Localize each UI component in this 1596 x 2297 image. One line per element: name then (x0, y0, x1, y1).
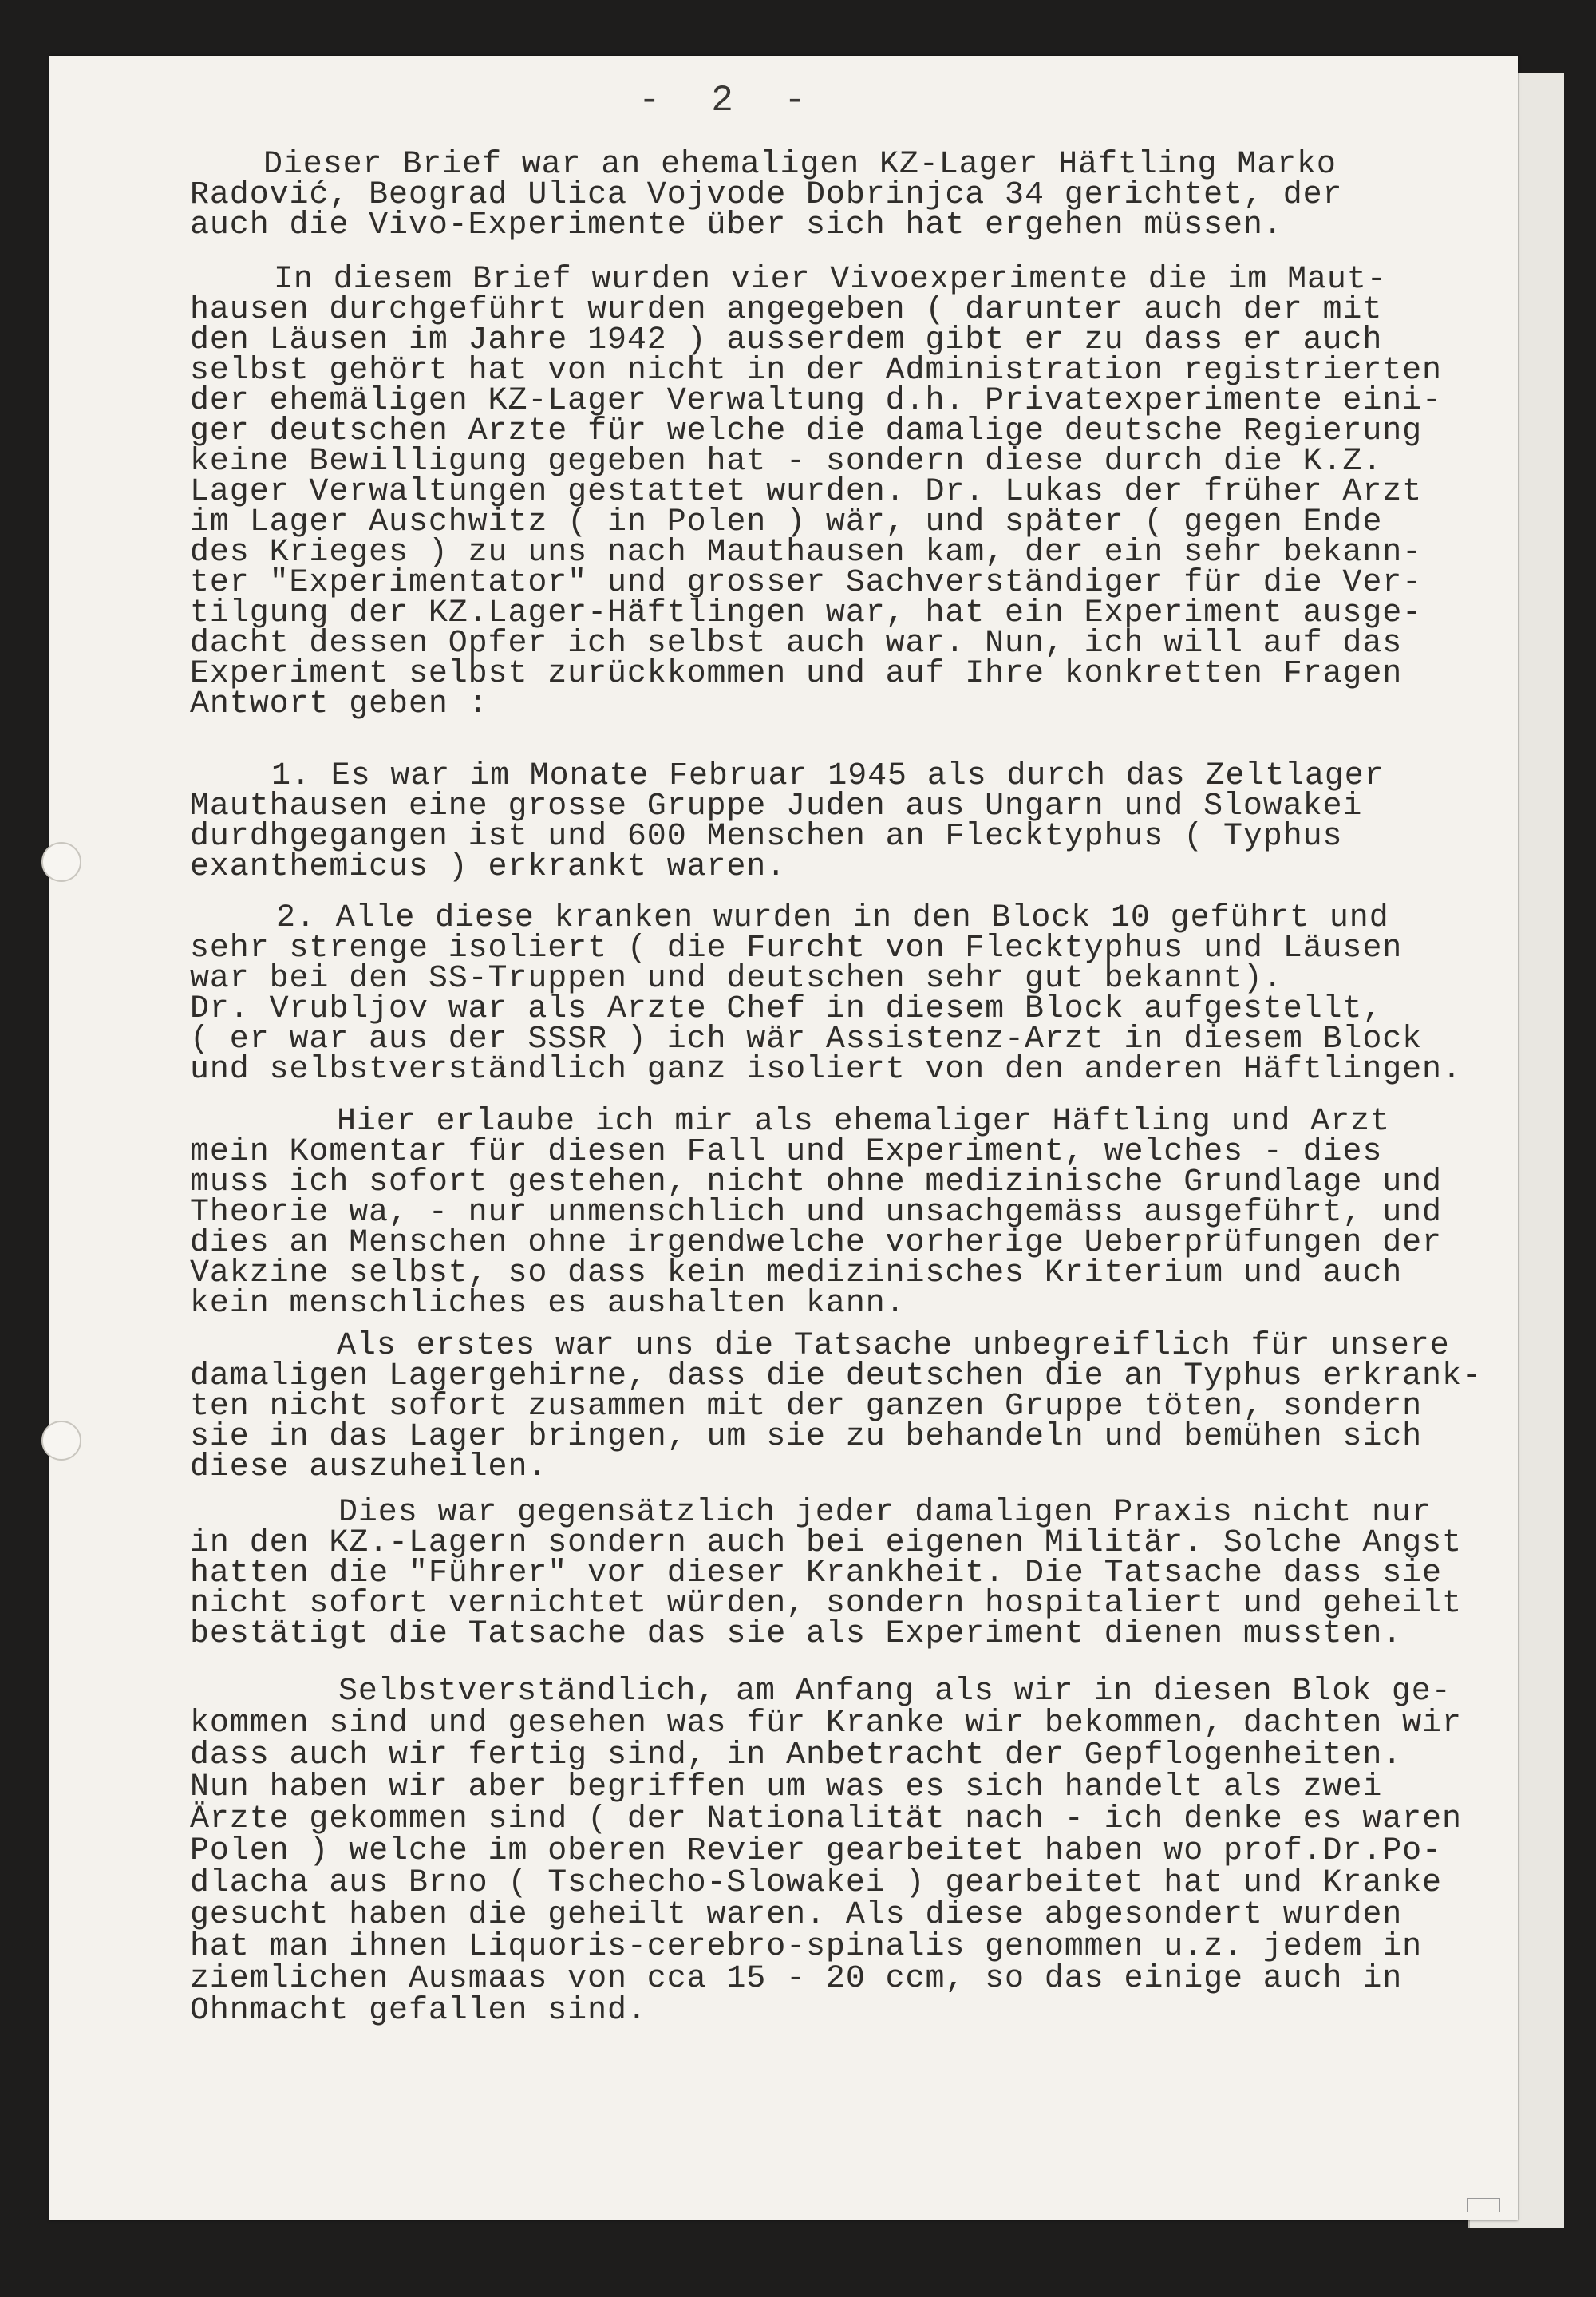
text-line: Radović, Beograd Ulica Vojvode Dobrinjca 34 gerichtet, der (190, 177, 1343, 213)
text-line: ten nicht sofort zusammen mit der ganzen Gruppe töten, sondern (190, 1389, 1423, 1425)
text-line: Theorie wa, - nur unmenschlich und unsachgemäss ausgeführt, und (190, 1195, 1442, 1231)
text-line: der ehemäligen KZ-Lager Verwaltung d.h. Privatexperimente eini- (190, 383, 1442, 419)
text-line: 2. Alle diese kranken wurden in den Block 10 geführt und (276, 900, 1389, 936)
text-line: ger deutschen Arzte für welche die damalige deutsche Regierung (190, 413, 1423, 449)
text-line: dass auch wir fertig sind, in Anbetracht der Gepflogenheiten. (190, 1738, 1403, 1773)
text-line: tilgung der KZ.Lager-Häftlingen war, hat ein Experiment ausge- (190, 595, 1423, 631)
punch-hole (41, 1421, 81, 1461)
text-line: sehr strenge isoliert ( die Furcht von Flecktyphus und Läusen (190, 931, 1403, 967)
text-line: Lager Verwaltungen gestattet wurden. Dr. Lukas der früher Arzt (190, 474, 1423, 510)
text-line: Mauthausen eine grosse Gruppe Juden aus Ungarn und Slowakei (190, 789, 1363, 824)
text-line: Antwort geben : (190, 686, 488, 722)
text-line: Experiment selbst zurückkommen und auf Ihre konkretten Fragen (190, 656, 1403, 692)
text-line: ( er war aus der SSSR ) ich wär Assistenz-Arzt in diesem Block (190, 1022, 1423, 1058)
paragraph-intro (190, 147, 1343, 243)
text-line: Dieser Brief war an ehemaligen KZ-Lager Häftling Marko (263, 147, 1337, 183)
text-line: In diesem Brief wurden vier Vivoexperimente die im Maut- (274, 262, 1387, 298)
text-line: nicht sofort vernichtet würden, sondern hospitaliert und geheilt (190, 1586, 1462, 1622)
text-line: Vakzine selbst, so dass kein medizinisches Kriterium und auch (190, 1255, 1403, 1291)
text-line: hausen durchgeführt wurden angegeben ( darunter auch der mit (190, 292, 1383, 328)
text-line: mein Komentar für diesen Fall und Experiment, welches - dies (190, 1134, 1383, 1170)
archive-stamp-mark (1467, 2198, 1500, 2212)
text-line: und selbstverständlich ganz isoliert von den anderen Häftlingen. (190, 1052, 1462, 1088)
text-line: gesucht haben die geheilt waren. Als diese abgesondert wurden (190, 1897, 1403, 1933)
text-line: keine Bewilligung gegeben hat - sondern diese durch die K.Z. (190, 444, 1383, 480)
paragraph-first-observation (190, 1328, 1482, 1485)
text-line: damaligen Lagergehirne, dass die deutschen die an Typhus erkrank- (190, 1358, 1482, 1394)
paragraph-point-1 (190, 758, 1385, 885)
punch-hole (41, 842, 81, 882)
text-line: exanthemicus ) erkrankt waren. (190, 849, 787, 885)
text-line: muss ich sofort gestehen, nicht ohne medizinische Grundlage und (190, 1164, 1442, 1200)
text-line: durdhgegangen ist und 600 Menschen an Flecktyphus ( Typhus (190, 819, 1343, 855)
text-line: Selbstverständlich, am Anfang als wir in diesen Blok ge- (338, 1674, 1452, 1710)
paragraph-letter-content (190, 262, 1442, 722)
text-line: diese auszuheilen. (190, 1449, 548, 1485)
text-line: Hier erlaube ich mir als ehemaliger Häftling und Arzt (337, 1104, 1390, 1140)
text-line: bestätigt die Tatsache das sie als Experiment dienen mussten. (190, 1616, 1403, 1652)
text-line: kein menschliches es aushalten kann. (190, 1286, 906, 1322)
text-line: den Läusen im Jahre 1942 ) ausserdem gibt er zu dass er auch (190, 322, 1383, 358)
text-line: Dies war gegensätzlich jeder damaligen Praxis nicht nur (338, 1495, 1432, 1531)
text-line: in den KZ.-Lagern sondern auch bei eigenen Militär. Solche Angst (190, 1525, 1462, 1561)
text-line: kommen sind und gesehen was für Kranke wir bekommen, dachten wir (190, 1706, 1462, 1742)
paragraph-block-arrival (190, 1676, 1462, 2027)
paragraph-point-2 (190, 900, 1462, 1088)
text-line: im Lager Auschwitz ( in Polen ) wär, und später ( gegen Ende (190, 504, 1383, 540)
paragraph-contrast (190, 1495, 1462, 1652)
text-line: Nun haben wir aber begriffen um was es sich handelt als zwei (190, 1769, 1383, 1805)
text-line: ter "Experimentator" und grosser Sachverständiger für die Ver- (190, 565, 1423, 601)
text-line: hat man ihnen Liquoris-cerebro-spinalis genommen u.z. jedem in (190, 1929, 1423, 1965)
text-line: auch die Vivo-Experimente über sich hat ergehen müssen. (190, 208, 1283, 243)
text-line: dacht dessen Opfer ich selbst auch war. Nun, ich will auf das (190, 626, 1403, 662)
text-line: dies an Menschen ohne irgendwelche vorherige Ueberprüfungen der (190, 1225, 1442, 1261)
text-line: hatten die "Führer" vor dieser Krankheit. Die Tatsache dass sie (190, 1556, 1442, 1591)
page-number: - 2 - (638, 80, 821, 121)
text-line: 1. Es war im Monate Februar 1945 als durch das Zeltlager (271, 758, 1385, 794)
text-line: selbst gehört hat von nicht in der Administration registrierten (190, 353, 1442, 389)
paragraph-commentary (190, 1104, 1442, 1322)
text-line: sie in das Lager bringen, um sie zu behandeln und bemühen sich (190, 1419, 1423, 1455)
text-line: Als erstes war uns die Tatsache unbegreiflich für unsere (337, 1328, 1450, 1364)
document-page (49, 56, 1518, 2220)
text-line: ziemlichen Ausmaas von cca 15 - 20 ccm, so das einige auch in (190, 1961, 1403, 1997)
text-line: Dr. Vrubljov war als Arzte Chef in diesem Block aufgestellt, (190, 991, 1383, 1027)
text-line: dlacha aus Brno ( Tschecho-Slowakei ) gearbeitet hat und Kranke (190, 1865, 1442, 1901)
text-line: des Krieges ) zu uns nach Mauthausen kam, der ein sehr bekann- (190, 535, 1423, 571)
text-line: Polen ) welche im oberen Revier gearbeitet haben wo prof.Dr.Po- (190, 1833, 1442, 1869)
text-line: Ohnmacht gefallen sind. (190, 1993, 647, 2029)
text-line: Ärzte gekommen sind ( der Nationalität nach - ich denke es waren (190, 1801, 1462, 1837)
text-line: war bei den SS-Truppen und deutschen sehr gut bekannt). (190, 961, 1283, 997)
